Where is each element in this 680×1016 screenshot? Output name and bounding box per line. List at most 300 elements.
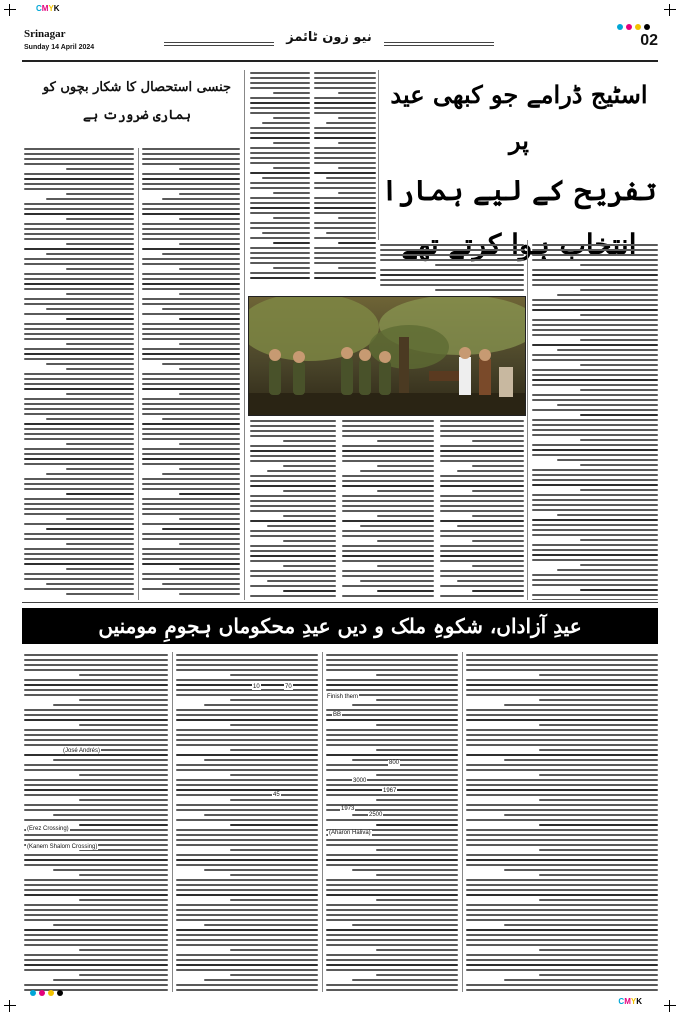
- text-line: [326, 939, 458, 941]
- text-line: [24, 879, 168, 881]
- text-line: [326, 919, 458, 921]
- text-line: [230, 974, 318, 976]
- text-line: [176, 909, 318, 911]
- text-line: [376, 799, 458, 801]
- text-line: [176, 859, 318, 861]
- text-line: [176, 754, 318, 756]
- text-line: [440, 560, 524, 562]
- text-line: [376, 674, 458, 676]
- text-line: [24, 288, 134, 290]
- text-line: [24, 458, 134, 460]
- text-line: [24, 984, 168, 986]
- text-line: [142, 183, 240, 185]
- text-line: [142, 213, 240, 215]
- text-line: [342, 475, 434, 477]
- text-line: [176, 729, 318, 731]
- text-line: [440, 530, 524, 532]
- text-line: [24, 919, 168, 921]
- text-line: [532, 529, 658, 531]
- text-line: [250, 570, 336, 572]
- text-line: [376, 874, 458, 876]
- text-line: [273, 242, 310, 244]
- text-line: [142, 303, 240, 305]
- text-line: [24, 523, 134, 525]
- text-line: [326, 864, 458, 866]
- text-line: [142, 188, 240, 190]
- top-story-column-e: [440, 420, 524, 600]
- text-line: [314, 147, 376, 149]
- text-line: [326, 654, 458, 656]
- text-line: [273, 267, 310, 269]
- issue-date: Sunday 14 April 2024: [24, 44, 95, 51]
- text-line: [326, 929, 458, 931]
- text-line: [342, 585, 434, 587]
- text-line: [273, 167, 310, 169]
- text-line: [435, 264, 524, 266]
- text-line: [176, 734, 318, 736]
- text-line: [24, 508, 134, 510]
- text-line: [204, 979, 318, 981]
- text-line: [142, 328, 240, 330]
- text-line: [466, 964, 658, 966]
- text-line: [230, 674, 318, 676]
- text-line: [142, 553, 240, 555]
- text-line: [142, 548, 240, 550]
- text-line: [466, 689, 658, 691]
- column-rule: [322, 652, 323, 992]
- text-line: [532, 309, 658, 311]
- text-line: [66, 368, 134, 370]
- text-line: [466, 734, 658, 736]
- text-line: [314, 107, 376, 109]
- text-line: [24, 213, 134, 215]
- text-line: [142, 388, 240, 390]
- text-line: [24, 383, 134, 385]
- text-line: [532, 534, 658, 536]
- text-line: [176, 739, 318, 741]
- text-line: [53, 924, 168, 926]
- text-line: [24, 283, 134, 285]
- text-line: [24, 859, 168, 861]
- text-line: [440, 420, 524, 422]
- text-line: [176, 864, 318, 866]
- text-line: [504, 814, 658, 816]
- cmyk-marker-top: CMYK: [36, 4, 60, 13]
- text-line: [580, 364, 658, 366]
- text-line: [532, 449, 658, 451]
- text-line: [179, 493, 240, 495]
- text-line: [466, 769, 658, 771]
- text-line: [532, 324, 658, 326]
- text-line: [24, 163, 134, 165]
- text-line: [580, 314, 658, 316]
- text-line: [342, 445, 434, 447]
- text-line: [250, 77, 310, 79]
- text-line: [176, 934, 318, 936]
- text-line: [539, 824, 658, 826]
- color-dots-icon: [617, 24, 650, 30]
- text-line: [557, 514, 658, 516]
- text-line: [342, 480, 434, 482]
- text-line: [532, 499, 658, 501]
- text-line: [557, 349, 658, 351]
- text-line: [262, 177, 310, 179]
- text-line: [204, 759, 318, 761]
- text-line: [504, 704, 658, 706]
- text-line: [179, 593, 240, 595]
- text-line: [466, 714, 658, 716]
- text-line: [162, 418, 240, 420]
- text-line: [380, 254, 524, 256]
- text-line: [342, 500, 434, 502]
- text-line: [204, 704, 318, 706]
- text-line: [230, 949, 318, 951]
- text-line: [539, 799, 658, 801]
- registration-crosshair-icon: [4, 4, 16, 16]
- text-line: [326, 684, 458, 686]
- text-line: [79, 799, 168, 801]
- text-line: [342, 420, 434, 422]
- text-line: [250, 187, 310, 189]
- text-line: [532, 509, 658, 511]
- text-line: [176, 854, 318, 856]
- text-line: [580, 339, 658, 341]
- text-line: [326, 914, 458, 916]
- text-line: [342, 550, 434, 552]
- text-line: [24, 904, 168, 906]
- top-story-column-c: [250, 420, 336, 600]
- text-line: [142, 298, 240, 300]
- text-line: [267, 580, 336, 582]
- text-line: [230, 824, 318, 826]
- text-line: [176, 744, 318, 746]
- text-line: [24, 894, 168, 896]
- text-line: [314, 222, 376, 224]
- text-line: [314, 212, 376, 214]
- text-line: [504, 759, 658, 761]
- text-line: [24, 804, 168, 806]
- text-line: [440, 480, 524, 482]
- text-line: [142, 403, 240, 405]
- text-line: [539, 949, 658, 951]
- text-line: [24, 884, 168, 886]
- text-line: [532, 419, 658, 421]
- text-line: [176, 719, 318, 721]
- text-line: [176, 709, 318, 711]
- inline-english-term: (Aharon Haliva): [329, 830, 371, 836]
- text-line: [142, 148, 240, 150]
- text-line: [24, 739, 168, 741]
- registration-crosshair-icon: [664, 1000, 676, 1012]
- text-line: [440, 595, 524, 597]
- text-line: [176, 969, 318, 971]
- text-line: [314, 172, 376, 174]
- text-line: [79, 824, 168, 826]
- text-line: [176, 894, 318, 896]
- column-rule: [527, 240, 528, 600]
- text-line: [176, 794, 318, 796]
- text-line: [179, 243, 240, 245]
- text-line: [176, 694, 318, 696]
- inline-english-term: (Kanem Shalom Crossing): [27, 844, 98, 850]
- text-line: [142, 453, 240, 455]
- text-line: [250, 485, 336, 487]
- text-line: [142, 248, 240, 250]
- text-line: [314, 227, 376, 229]
- text-line: [539, 774, 658, 776]
- text-line: [66, 268, 134, 270]
- text-line: [24, 498, 134, 500]
- text-line: [532, 479, 658, 481]
- text-line: [142, 373, 240, 375]
- text-line: [179, 443, 240, 445]
- text-line: [142, 558, 240, 560]
- text-line: [176, 809, 318, 811]
- text-line: [24, 944, 168, 946]
- text-line: [24, 333, 134, 335]
- text-line: [176, 804, 318, 806]
- text-line: [162, 473, 240, 475]
- text-line: [532, 344, 658, 346]
- text-line: [326, 769, 458, 771]
- text-line: [314, 137, 376, 139]
- text-line: [342, 425, 434, 427]
- text-line: [142, 523, 240, 525]
- text-line: [250, 162, 310, 164]
- text-line: [142, 508, 240, 510]
- text-line: [250, 237, 310, 239]
- text-line: [342, 535, 434, 537]
- text-line: [250, 560, 336, 562]
- text-line: [250, 445, 336, 447]
- text-line: [66, 568, 134, 570]
- text-line: [250, 450, 336, 452]
- bottom-column-1: [24, 654, 168, 992]
- text-line: [380, 244, 524, 246]
- text-line: [440, 475, 524, 477]
- text-line: [176, 679, 318, 681]
- text-line: [142, 223, 240, 225]
- text-line: [24, 423, 134, 425]
- text-line: [46, 473, 134, 475]
- text-line: [24, 358, 134, 360]
- text-line: [142, 503, 240, 505]
- text-line: [24, 854, 168, 856]
- text-line: [179, 318, 240, 320]
- text-line: [230, 874, 318, 876]
- text-line: [314, 262, 376, 264]
- text-line: [176, 944, 318, 946]
- text-line: [267, 470, 336, 472]
- text-line: [283, 565, 336, 567]
- text-line: [580, 464, 658, 466]
- text-line: [466, 934, 658, 936]
- text-line: [24, 558, 134, 560]
- text-line: [250, 207, 310, 209]
- text-line: [326, 232, 376, 234]
- text-line: [66, 193, 134, 195]
- text-line: [142, 428, 240, 430]
- text-line: [142, 203, 240, 205]
- text-line: [24, 208, 134, 210]
- text-line: [326, 859, 458, 861]
- text-line: [326, 889, 458, 891]
- text-line: [46, 363, 134, 365]
- text-line: [250, 510, 336, 512]
- text-line: [580, 439, 658, 441]
- text-line: [250, 575, 336, 577]
- text-line: [532, 594, 658, 596]
- text-line: [176, 714, 318, 716]
- text-line: [24, 794, 168, 796]
- text-line: [24, 348, 134, 350]
- text-line: [539, 974, 658, 976]
- text-line: [176, 954, 318, 956]
- text-line: [24, 729, 168, 731]
- text-line: [176, 784, 318, 786]
- top-story-column-d: [342, 420, 434, 600]
- text-line: [326, 659, 458, 661]
- text-line: [376, 824, 458, 826]
- text-line: [466, 839, 658, 841]
- text-line: [440, 460, 524, 462]
- text-line: [326, 959, 458, 961]
- text-line: [466, 829, 658, 831]
- text-line: [326, 909, 458, 911]
- text-line: [326, 744, 458, 746]
- text-line: [314, 87, 376, 89]
- text-line: [250, 257, 310, 259]
- text-line: [66, 218, 134, 220]
- text-line: [380, 284, 524, 286]
- text-line: [342, 495, 434, 497]
- text-line: [532, 374, 658, 376]
- text-line: [466, 819, 658, 821]
- text-line: [79, 899, 168, 901]
- text-line: [342, 505, 434, 507]
- text-line: [532, 409, 658, 411]
- text-line: [250, 172, 310, 174]
- headline-line-1: اسٹیج ڈرامے جو کبھی عید پر: [390, 80, 648, 155]
- text-line: [250, 157, 310, 159]
- text-line: [250, 152, 310, 154]
- text-line: [457, 470, 524, 472]
- text-line: [24, 388, 134, 390]
- text-line: [326, 879, 458, 881]
- text-line: [24, 148, 134, 150]
- text-line: [262, 232, 310, 234]
- text-line: [466, 989, 658, 991]
- text-line: [342, 450, 434, 452]
- text-line: [440, 575, 524, 577]
- text-line: [557, 569, 658, 571]
- text-line: [53, 979, 168, 981]
- text-line: [466, 969, 658, 971]
- text-line: [314, 112, 376, 114]
- text-line: [79, 874, 168, 876]
- text-line: [24, 573, 134, 575]
- text-line: [250, 97, 310, 99]
- cmyk-marker-bottom: CMYK: [618, 997, 642, 1006]
- text-line: [46, 418, 134, 420]
- text-line: [532, 434, 658, 436]
- text-line: [142, 498, 240, 500]
- text-line: [532, 454, 658, 456]
- text-line: [179, 568, 240, 570]
- text-line: [24, 578, 134, 580]
- text-line: [532, 354, 658, 356]
- text-line: [360, 525, 434, 527]
- text-line: [314, 127, 376, 129]
- text-line: [326, 729, 458, 731]
- text-line: [466, 739, 658, 741]
- text-line: [532, 519, 658, 521]
- text-line: [466, 844, 658, 846]
- bottom-column-4: [466, 654, 658, 992]
- text-line: [24, 939, 168, 941]
- text-line: [504, 979, 658, 981]
- bottom-column-3: [326, 654, 458, 992]
- text-line: [24, 373, 134, 375]
- text-line: [176, 669, 318, 671]
- text-line: [532, 599, 658, 600]
- text-line: [440, 510, 524, 512]
- text-line: [250, 555, 336, 557]
- text-line: [24, 839, 168, 841]
- text-line: [230, 774, 318, 776]
- text-line: [377, 465, 434, 467]
- text-line: [352, 759, 458, 761]
- text-line: [376, 774, 458, 776]
- side-story-column-1: [24, 148, 134, 598]
- text-line: [24, 188, 134, 190]
- text-line: [466, 864, 658, 866]
- text-line: [24, 779, 168, 781]
- text-line: [532, 399, 658, 401]
- text-line: [338, 142, 376, 144]
- text-line: [466, 879, 658, 881]
- text-line: [250, 520, 336, 522]
- inline-english-term: (José Andrés): [63, 748, 101, 754]
- text-line: [532, 429, 658, 431]
- text-line: [338, 267, 376, 269]
- text-line: [66, 343, 134, 345]
- text-line: [179, 543, 240, 545]
- text-line: [24, 784, 168, 786]
- text-line: [376, 724, 458, 726]
- text-line: [326, 122, 376, 124]
- text-line: [142, 448, 240, 450]
- text-line: [466, 694, 658, 696]
- text-line: [142, 563, 240, 565]
- text-line: [326, 944, 458, 946]
- text-line: [466, 919, 658, 921]
- text-line: [162, 363, 240, 365]
- text-line: [326, 669, 458, 671]
- text-line: [162, 583, 240, 585]
- text-line: [176, 939, 318, 941]
- text-line: [24, 819, 168, 821]
- text-line: [142, 173, 240, 175]
- text-line: [314, 72, 376, 74]
- text-line: [79, 974, 168, 976]
- text-line: [250, 182, 310, 184]
- text-line: [79, 774, 168, 776]
- text-line: [142, 533, 240, 535]
- text-line: [342, 485, 434, 487]
- text-line: [24, 764, 168, 766]
- text-line: [24, 238, 134, 240]
